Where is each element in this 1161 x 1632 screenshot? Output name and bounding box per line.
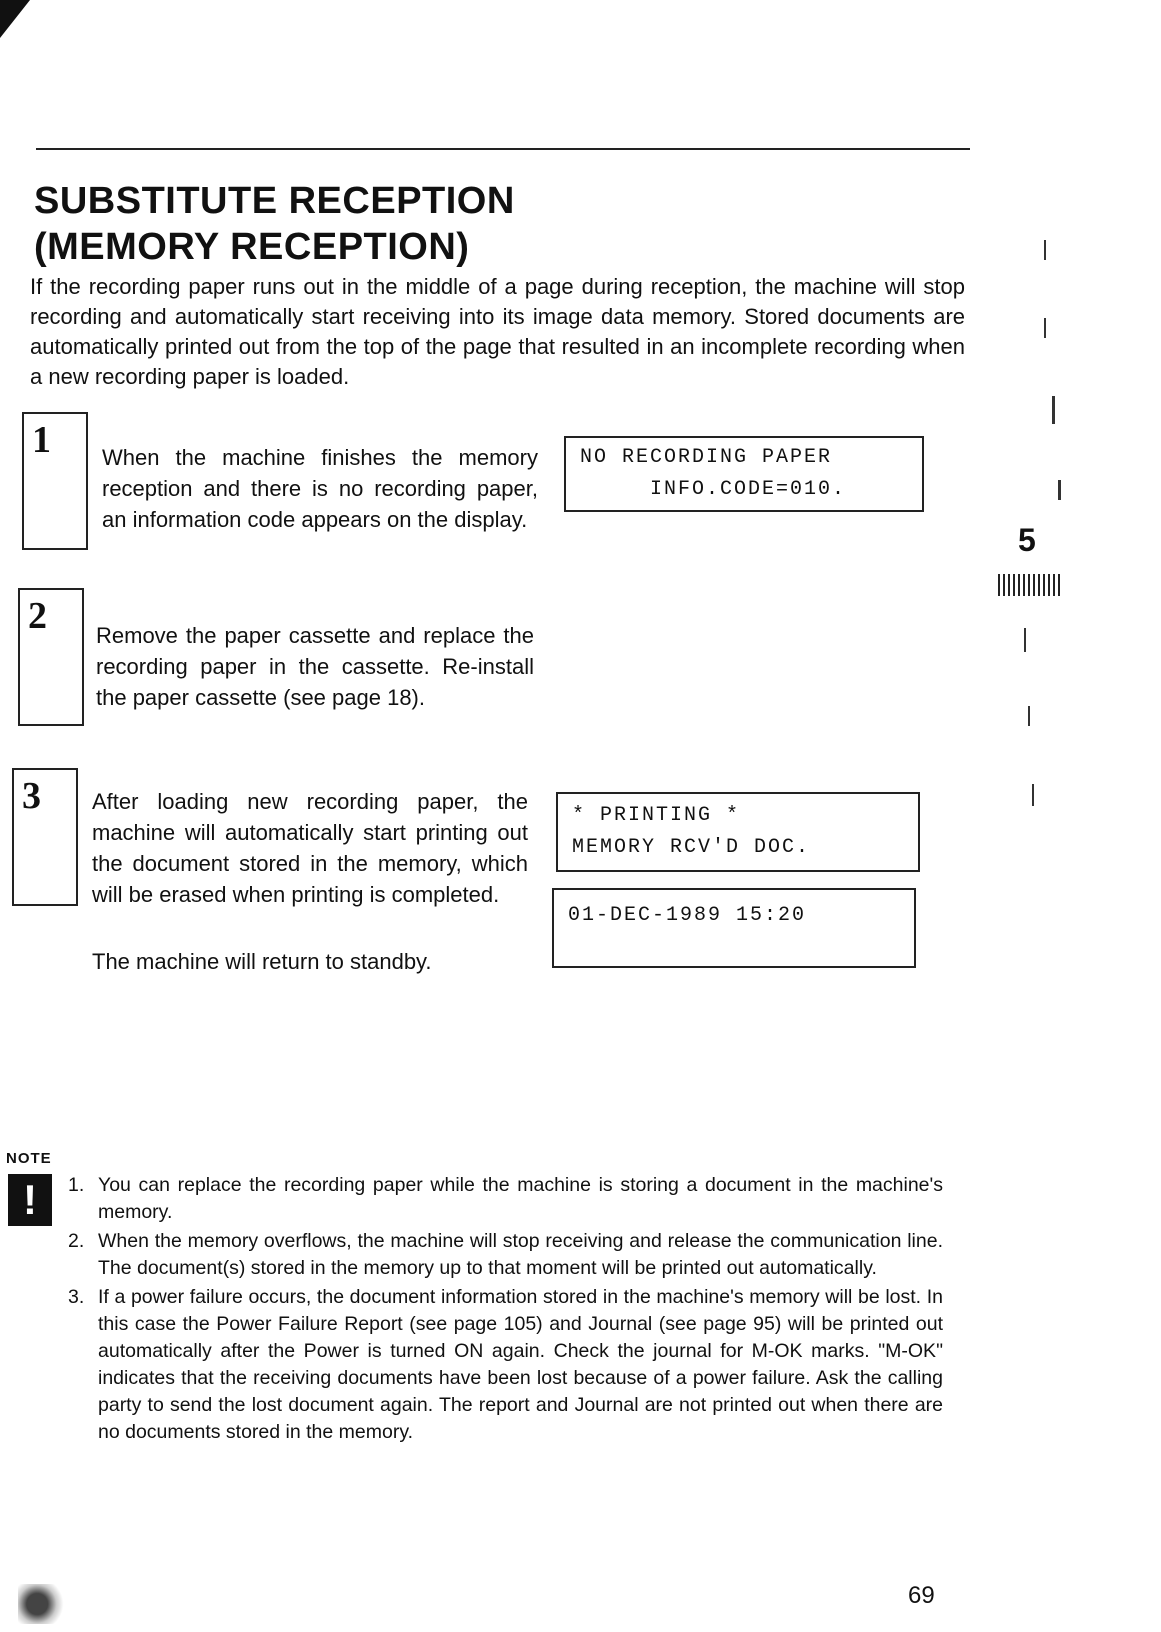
step-3-text: After loading new recording paper, the machine will automatically start printing out the document stored in the memory, which will be erased when printing is completed. (92, 789, 528, 907)
edge-mark (1028, 706, 1030, 726)
edge-mark (1052, 396, 1055, 424)
chapter-number: 5 (1018, 522, 1036, 558)
title-line-2: (MEMORY RECEPTION) (34, 226, 470, 268)
step-2-text: Remove the paper cassette and replace the recording paper in the cassette. Re-install the paper cassette (see page 18). (96, 623, 534, 710)
edge-mark (1032, 784, 1034, 806)
top-rule (36, 148, 970, 150)
display-standby-date (552, 888, 916, 968)
step-1-number: 1 (32, 419, 51, 461)
section-title (34, 178, 515, 270)
step-1-box (22, 412, 88, 550)
page-corner-mark (0, 0, 30, 38)
edge-mark (1044, 318, 1046, 338)
note-item: 2. When the memory overflows, the machine will stop receiving and release the communication line. The document(s) stored in the memory up to that moment will be printed out automatically. (68, 1230, 943, 1279)
step-3-number: 3 (22, 775, 41, 817)
intro-paragraph: If the recording paper runs out in the middle of a page during reception, the machine will stop recording and automatically start receiving into its image data memory. Stored documents are automatically printed out from the top of the page that resulted in an incomplete recording when a new recording paper is loaded. (30, 274, 965, 389)
display-line-2: MEMORY RCV'D DOC. (572, 836, 811, 859)
display-line-2: INFO.CODE=010. (650, 478, 847, 501)
note-item: 1. You can replace the recording paper while the machine is storing a document in the machine's memory. (68, 1174, 943, 1223)
scan-smudge (18, 1584, 66, 1624)
edge-mark (1058, 480, 1061, 500)
note-label: NOTE (6, 1150, 52, 1167)
display-printing (556, 792, 920, 872)
chapter-tab-bars (998, 574, 1062, 596)
edge-mark (1024, 628, 1026, 652)
edge-mark (1044, 240, 1046, 260)
exclamation-icon: ! (8, 1174, 52, 1226)
display-line-1: NO RECORDING PAPER (580, 446, 833, 469)
page-number: 69 (908, 1582, 935, 1609)
step-1-text: When the machine finishes the memory reception and there is no recording paper, an information code appears on the display. (102, 445, 538, 532)
note-list (68, 1172, 943, 1448)
step-2-number: 2 (28, 595, 47, 637)
display-no-recording-paper (564, 436, 924, 512)
step-2-box (18, 588, 84, 726)
title-line-1: SUBSTITUTE RECEPTION (34, 180, 515, 222)
display-date-line: 01-DEC-1989 15:20 (568, 904, 807, 927)
step-3-extra: The machine will return to standby. (92, 949, 432, 974)
note-item: 3. If a power failure occurs, the document information stored in the machine's memory will be lost. In this case the Power Failure Report (see page 105) and Journal (see page 95) will be printed out automatically after the Power is turned ON again. Check the journal for M-OK marks. "M-OK" indicates that the receiving documents have been lost because of a power failure. Ask the calling party to send the lost document again. The report and Journal are not printed out when there are no documents stored in the memory. (68, 1286, 943, 1443)
display-line-1: * PRINTING * (572, 804, 741, 827)
step-3-box (12, 768, 78, 906)
